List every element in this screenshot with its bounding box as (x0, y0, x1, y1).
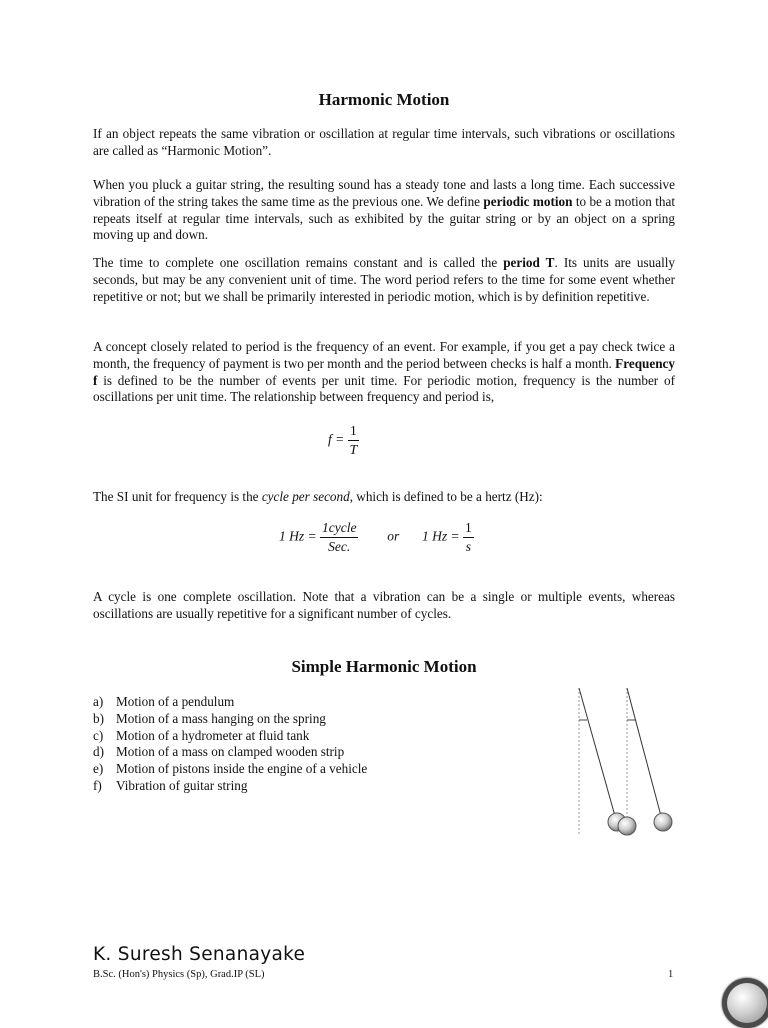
paragraph-period-text: The time to complete one oscillation remains constant and is called the (93, 255, 504, 270)
pendulum-string-1 (579, 688, 615, 816)
list-item-text: Motion of a pendulum (116, 694, 235, 709)
equation-hertz-fraction-2 (463, 520, 474, 555)
term-period: period T (503, 255, 555, 270)
paragraph-period-text-end: . Its units are usually seconds, but may be any convenient unit of time. The word period refers to the time for some event whether repetitive or not; but we shall be primarily interested in periodic motion, which is by definition repetitive. (93, 255, 675, 304)
list-item (93, 694, 367, 711)
equation-hertz-numerator-1: 1cycle (320, 520, 358, 538)
equation-hertz-or: or (387, 528, 400, 544)
list-item-text: Vibration of guitar string (116, 777, 248, 793)
list-item-label: b) (93, 710, 104, 726)
term-cycle-per-second: cycle per second (261, 489, 350, 504)
author-credentials: B.Sc. (Hon's) Physics (Sp), Grad.IP (SL) (93, 969, 265, 980)
list-item (93, 744, 367, 761)
list-item-text: Motion of pistons inside the engine of a vehicle (116, 761, 368, 777)
equation-denominator: T (349, 442, 358, 457)
equation-hertz (279, 520, 474, 555)
list-item (93, 778, 367, 795)
equation-lhs: f = (328, 431, 345, 447)
paragraph-guitar-text: When you pluck a guitar string, the resulting sound has a steady tone and lasts a long time. Each successive vibration of the string takes the same time as the previous one. We define (93, 177, 675, 209)
paragraph-si-unit-text: The SI unit for frequency is the (93, 489, 262, 504)
section-title-shm: Simple Harmonic Motion (291, 657, 477, 676)
author-name: K. Suresh Senanayake (93, 944, 306, 965)
list-item (93, 761, 367, 778)
page-curl-button[interactable] (722, 978, 768, 1028)
equation-frequency-period (328, 423, 359, 458)
pendulum-bob-3 (654, 813, 672, 831)
list-item-label: c) (93, 727, 104, 743)
page-title: Harmonic Motion (318, 90, 450, 109)
paragraph-cycle: A cycle is one complete oscillation. Note that a vibration can be a single or multiple events, whereas oscillations are usually repetitive for a significant number of cycles. (93, 589, 675, 621)
list-item-text: Motion of a hydrometer at fluid tank (116, 727, 310, 743)
page-curl-button-face (727, 983, 767, 1023)
paragraph-frequency-text: A concept closely related to period is the frequency of an event. For example, if you get a pay check twice a month, the frequency of payment is two per month and the period between checks is half a month. (93, 339, 675, 371)
paragraph-guitar (93, 177, 675, 244)
list-item (93, 728, 367, 745)
paragraph-frequency (93, 339, 675, 406)
equation-hertz-denominator-1: Sec. (328, 539, 351, 554)
equation-hertz-denominator-2: s (465, 539, 471, 554)
term-periodic-motion: periodic motion (483, 193, 573, 209)
page-number: 1 (668, 969, 674, 980)
list-item-text: Motion of a mass hanging on the spring (116, 710, 326, 726)
list-item-label: e) (93, 761, 104, 777)
paragraph-guitar-text-end: to be a motion that repeats itself at regular time intervals, such as exhibited by the guitar string or by an object on a spring moving up and down. (93, 193, 675, 243)
list-item-label: d) (93, 744, 104, 760)
equation-hertz-numerator-2: 1 (463, 520, 474, 538)
list-item (93, 711, 367, 728)
paragraph-si-unit-text-end: , which is defined to be a hertz (Hz): (349, 489, 543, 504)
equation-hertz-lhs-2: 1 Hz = (421, 528, 460, 544)
shm-examples-list (93, 694, 367, 795)
pendulum-illustration (565, 684, 685, 844)
pendulum-bob-2 (618, 817, 636, 835)
paragraph-period (93, 255, 675, 305)
term-frequency: Frequency f (93, 355, 675, 388)
paragraph-si-unit (93, 489, 675, 506)
equation-fraction (348, 423, 360, 458)
list-item-label: a) (93, 694, 104, 709)
list-item-text: Motion of a mass on clamped wooden strip (116, 744, 345, 760)
equation-numerator: 1 (348, 423, 360, 441)
paragraph-frequency-text-end: is defined to be the number of events per unit time. For periodic motion, frequency is the number of oscillations per unit time. The relationship between frequency and period is, (93, 372, 675, 405)
equation-hertz-fraction-1 (320, 520, 358, 555)
pendulum-string-2 (627, 688, 661, 816)
list-item-label: f) (93, 777, 102, 793)
paragraph-intro: If an object repeats the same vibration or oscillation at regular time intervals, such vibrations or oscillations are called as “Harmonic Motion”. (93, 126, 675, 158)
equation-hertz-lhs: 1 Hz = (279, 528, 317, 544)
